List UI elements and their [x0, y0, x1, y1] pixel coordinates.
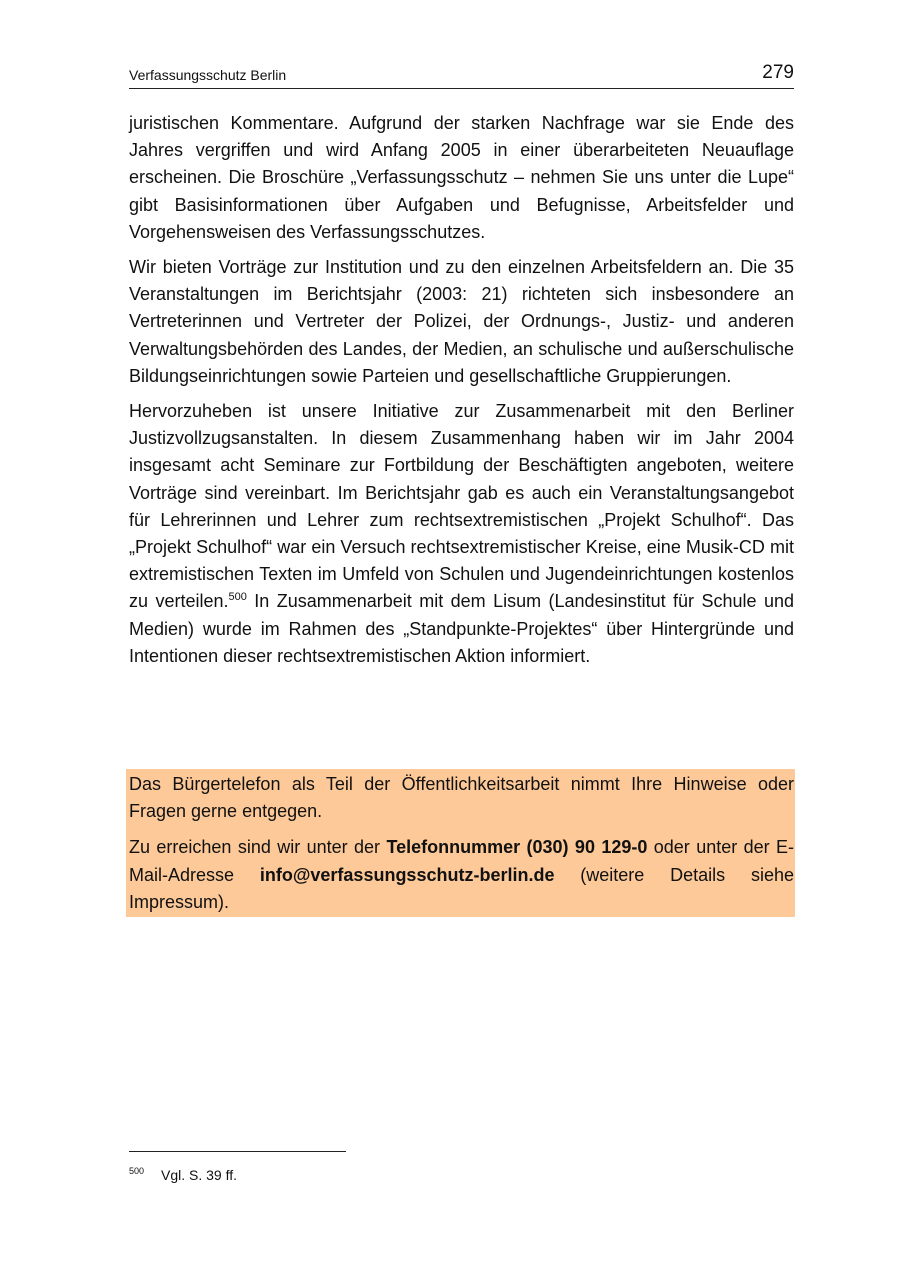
citizen-hotline-box: [126, 769, 795, 917]
footnote: [129, 1166, 237, 1183]
phone-number: Telefonnummer (030) 90 129-0: [386, 837, 648, 858]
page-number: 279: [762, 62, 794, 83]
paragraph-prisons-initiative: [129, 398, 794, 670]
paragraph-publications: juristischen Kommentare. Aufgrund der starken Nachfrage war sie Ende des Jahres vergriffen und wird Anfang 2005 in einer überarbeiteten Neuauflage erscheinen. Die Broschüre „Verfassungsschutz – nehmen Sie uns unter die Lupe“ gibt Basisinformationen über Aufgaben und Befugnisse, Arbeitsfelder und Vorgehensweisen des Verfassungsschutzes.: [129, 113, 794, 242]
paragraph-text-part: In Zusammenarbeit mit dem Lisum (Landesinstitut für Schule und Medien) wurde im Rahmen des „Standpunkte-Projektes“ über Hintergründe und Intentionen dieser rechtsextremistischen Aktion informiert.: [129, 591, 794, 666]
footnote-number: 500: [129, 1166, 145, 1176]
hotline-intro: Das Bürgertelefon als Teil der Öffentlichkeitsarbeit nimmt Ihre Hinweise oder Fragen gerne entgegen.: [129, 774, 794, 822]
body-text: [129, 110, 794, 678]
running-header: [129, 58, 794, 89]
contact-text: oder unter der E-Mail-Adresse: [129, 837, 795, 885]
email-address: info@verfassungsschutz-berlin.de: [259, 864, 555, 885]
running-title: Verfassungsschutz Berlin: [129, 67, 287, 83]
footnote-text: Vgl. S. 39 ff.: [161, 1167, 238, 1183]
contact-text: Zu erreichen sind wir unter der: [129, 837, 387, 858]
contact-text: (weitere Details siehe Impressum).: [129, 864, 795, 912]
paragraph-lectures: Wir bieten Vorträge zur Institution und zu den einzelnen Arbeitsfeldern an. Die 35 Veranstaltungen im Berichtsjahr (2003: 21) richteten sich insbesondere an Vertreterinnen und Vertreter der Polizei, der Ordnungs-, Justiz- und anderen Verwaltungsbehörden des Landes, der Medien, an schulische und außerschulische Bildungseinrichtungen sowie Parteien und gesellschaftliche Gruppierungen.: [129, 257, 794, 386]
paragraph-text-part: Hervorzuheben ist unsere Initiative zur Zusammenarbeit mit den Berliner Justizvollzugsanstalten. In diesem Zusammenhang haben wir im Jahr 2004 insgesamt acht Seminare zur Fortbildung der Beschäftigten angeboten, weitere Vorträge sind vereinbart. Im Berichtsjahr gab es auch ein Veranstaltungsangebot für Lehrerinnen und Lehrer zum rechtsextremistischen „Projekt Schulhof“. Das „Projekt Schulhof“ war ein Versuch rechtsextremistischer Kreise, eine Musik-CD mit extremistischen Texten im Umfeld von Schulen und Jugendeinrichtungen kostenlos zu verteilen.: [129, 401, 794, 612]
footnote-reference[interactable]: 500: [228, 591, 247, 604]
footnote-divider: [129, 1151, 346, 1152]
hotline-contact: [129, 834, 794, 917]
